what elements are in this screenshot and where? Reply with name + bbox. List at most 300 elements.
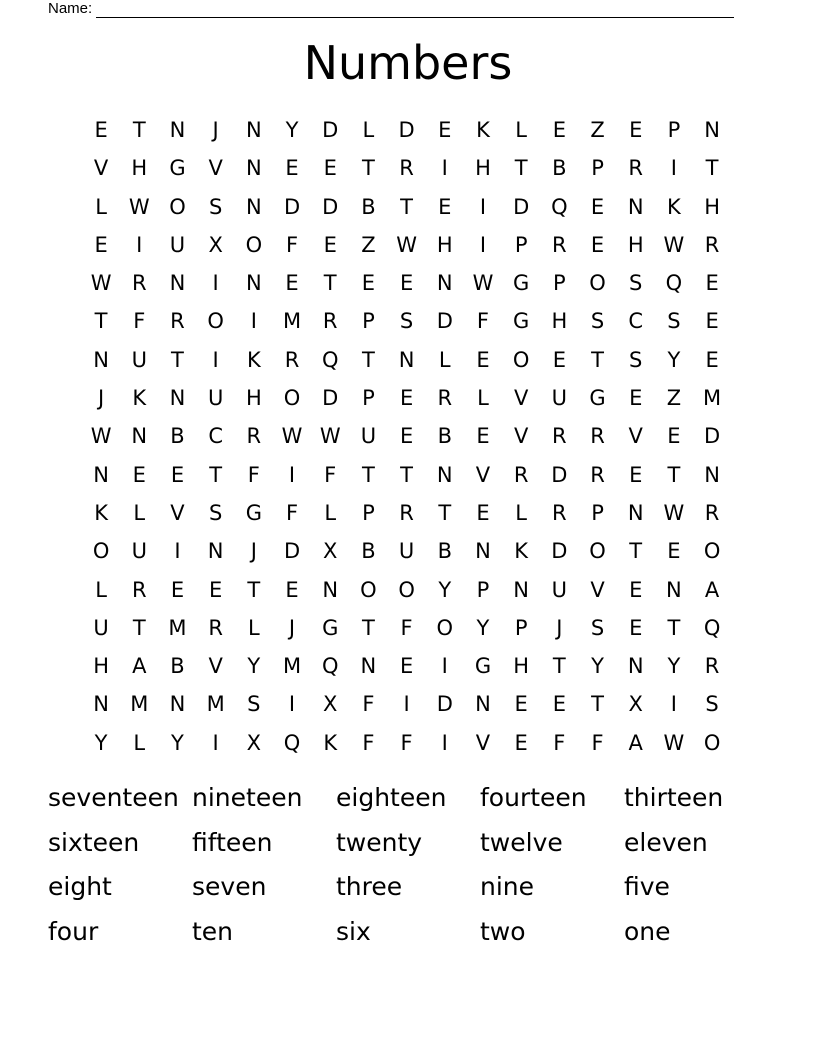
name-label: Name: (48, 0, 93, 17)
grid-cell: R (513, 462, 529, 487)
word-list-item: nine (480, 872, 535, 902)
grid-cell: O (245, 232, 263, 257)
grid-cell: E (399, 424, 414, 449)
grid-cell: H (245, 386, 262, 411)
grid-cell: F (133, 309, 146, 334)
grid-cell: E (629, 615, 643, 640)
grid-cell: N (436, 271, 453, 296)
grid-cell: T (361, 347, 375, 372)
grid-cell: S (399, 309, 414, 334)
grid-cell: T (667, 615, 681, 640)
grid-cell: E (285, 156, 299, 181)
grid-cell: S (247, 692, 261, 717)
grid-cell: U (551, 386, 568, 411)
grid-cell: O (207, 309, 224, 334)
grid-cell: N (322, 577, 339, 602)
grid-cell: I (212, 271, 219, 296)
grid-cell: E (552, 347, 566, 372)
grid-cell: O (360, 577, 377, 602)
grid-cell: S (705, 692, 719, 717)
grid-cell: T (247, 577, 261, 602)
grid-cell: Q (321, 347, 339, 372)
grid-cell: M (206, 692, 225, 717)
grid-cell: T (438, 500, 452, 525)
grid-cell: E (476, 424, 490, 449)
grid-cell: T (552, 654, 566, 679)
word-list-item: sixteen (48, 827, 140, 857)
word-list-item: fourteen (480, 783, 587, 812)
grid-cell: I (288, 462, 296, 487)
grid-cell: V (513, 386, 529, 411)
grid-cell: R (208, 615, 223, 640)
grid-cell: P (476, 577, 490, 602)
word-list-item: four (48, 917, 99, 947)
grid-cell: N (475, 539, 491, 564)
grid-cell: H (131, 156, 148, 181)
grid-cell: L (515, 118, 527, 142)
grid-cell: P (591, 500, 604, 525)
grid-cell: O (589, 271, 606, 296)
grid-cell: N (627, 194, 644, 219)
grid-cell: W (90, 424, 112, 449)
grid-cell: Q (551, 194, 568, 219)
grid-cell: D (436, 692, 453, 717)
grid-cell: M (282, 309, 302, 334)
grid-cell: P (514, 615, 528, 640)
grid-cell: W (128, 194, 150, 219)
grid-cell: X (246, 730, 262, 755)
grid-cell: S (590, 309, 605, 334)
grid-cell: Y (476, 615, 490, 640)
grid-cell: B (437, 424, 452, 449)
grid-cell: P (362, 500, 375, 525)
grid-cell: H (704, 194, 720, 219)
grid-cell: X (208, 232, 223, 257)
grid-cell: V (170, 500, 185, 525)
grid-cell: N (627, 500, 644, 525)
grid-cell: I (136, 232, 143, 257)
grid-cell: Y (247, 654, 261, 679)
grid-cell: E (94, 118, 108, 142)
grid-row (82, 685, 732, 723)
word-list-item: three (336, 872, 403, 902)
grid-cell: R (399, 500, 414, 525)
grid-cell: N (436, 462, 453, 487)
grid-cell: I (479, 194, 487, 219)
grid-cell: E (667, 424, 681, 449)
grid-cell: F (247, 462, 260, 487)
grid-cell: L (324, 500, 337, 525)
grid-cell: I (403, 692, 410, 717)
grid-cell: T (323, 271, 337, 296)
grid-cell: X (323, 539, 338, 564)
grid-cell: F (324, 462, 337, 487)
grid-cell: E (629, 118, 643, 142)
grid-cell: E (476, 347, 490, 372)
grid-cell: C (208, 424, 223, 449)
grid-cell: M (130, 692, 149, 717)
grid-cell: L (247, 615, 260, 640)
grid-cell: R (131, 577, 147, 602)
grid-row (82, 264, 732, 302)
grid-cell: N (93, 692, 109, 717)
grid-row (82, 379, 732, 417)
grid-cell: T (361, 615, 375, 640)
grid-cell: E (209, 577, 223, 602)
grid-cell: A (628, 730, 643, 755)
grid-cell: S (629, 347, 643, 372)
grid-cell: N (704, 462, 720, 487)
grid-cell: E (170, 577, 185, 602)
grid-cell: Y (591, 654, 604, 679)
grid-cell: D (322, 194, 339, 219)
grid-cell: S (208, 194, 223, 219)
grid-cell: T (361, 156, 375, 181)
grid-cell: T (629, 539, 643, 564)
word-list-item: twenty (336, 827, 423, 857)
grid-row (82, 571, 732, 609)
grid-cell: S (667, 309, 681, 334)
grid-cell: R (246, 424, 262, 449)
grid-cell: T (132, 615, 146, 640)
grid-row (82, 494, 732, 532)
grid-cell: A (704, 577, 720, 602)
grid-cell: E (629, 577, 643, 602)
grid-cell: L (133, 730, 146, 755)
grid-cell: V (475, 462, 491, 487)
grid-cell: U (131, 347, 147, 372)
letter-grid (82, 111, 732, 762)
grid-cell: F (285, 500, 299, 525)
word-list-item: seventeen (48, 783, 179, 812)
grid-cell: V (513, 424, 529, 449)
grid-cell: R (284, 347, 300, 372)
name-field (48, 0, 734, 18)
grid-cell: E (705, 271, 719, 296)
grid-cell: N (169, 386, 186, 411)
grid-cell: Y (438, 577, 452, 602)
grid-cell: T (591, 347, 604, 372)
grid-cell: S (208, 500, 223, 525)
grid-cell: E (552, 692, 566, 717)
grid-cell: R (704, 500, 720, 525)
grid-cell: W (90, 271, 112, 296)
grid-cell: R (131, 271, 147, 296)
grid-cell: K (94, 500, 108, 525)
grid-cell: J (250, 539, 257, 564)
grid-cell: J (97, 386, 105, 411)
grid-cell: N (360, 654, 377, 679)
grid-cell: W (396, 232, 417, 257)
grid-cell: P (667, 118, 681, 142)
grid-cell: X (628, 692, 643, 717)
grid-cell: T (132, 118, 146, 142)
grid-row (82, 647, 732, 685)
grid-cell: D (513, 194, 530, 219)
grid-cell: H (551, 309, 568, 334)
grid-cell: W (663, 232, 685, 257)
grid-cell: O (283, 386, 301, 411)
grid-cell: Z (666, 386, 682, 411)
grid-cell: K (476, 118, 490, 142)
grid-cell: F (591, 730, 604, 755)
grid-cell: Y (667, 347, 681, 372)
grid-cell: S (590, 615, 605, 640)
grid-cell: E (629, 386, 643, 411)
grid-cell: N (245, 271, 262, 296)
grid-cell: E (285, 577, 299, 602)
grid-cell: D (322, 118, 339, 142)
grid-cell: U (207, 386, 224, 411)
grid-cell: O (436, 615, 454, 640)
grid-cell: Q (665, 271, 683, 296)
grid-cell: L (515, 500, 527, 525)
grid-cell: T (400, 194, 413, 219)
grid-cell: K (667, 194, 681, 219)
grid-cell: P (591, 156, 604, 181)
grid-cell: V (93, 156, 109, 181)
grid-cell: D (436, 309, 453, 334)
grid-cell: I (441, 156, 448, 181)
word-list-item: seven (192, 872, 267, 902)
grid-cell: E (552, 118, 566, 142)
grid-cell: R (590, 462, 605, 487)
grid-cell: N (398, 347, 415, 372)
grid-cell: R (590, 424, 605, 449)
grid-cell: G (513, 309, 530, 334)
grid-cell: V (208, 654, 223, 679)
grid-cell: E (438, 194, 452, 219)
grid-cell: L (438, 347, 451, 372)
word-list-item: eighteen (336, 783, 447, 812)
grid-cell: J (212, 118, 219, 142)
grid-cell: R (704, 232, 720, 257)
grid-cell: E (170, 462, 185, 487)
grid-cell: T (514, 156, 528, 181)
grid-cell: E (667, 539, 681, 564)
grid-cell: H (93, 654, 109, 679)
grid-cell: Q (283, 730, 301, 755)
word-list-item: six (336, 917, 371, 947)
grid-cell: H (475, 156, 491, 181)
grid-cell: T (400, 462, 413, 487)
grid-cell: U (398, 539, 415, 564)
grid-cell: I (212, 730, 219, 755)
grid-cell: O (398, 577, 415, 602)
word-list-item: five (624, 872, 670, 902)
grid-cell: E (94, 232, 108, 257)
grid-cell: W (663, 730, 685, 755)
grid-cell: I (212, 347, 219, 372)
grid-cell: F (362, 692, 375, 717)
grid-cell: P (362, 386, 375, 411)
grid-cell: N (704, 118, 720, 142)
word-list (48, 778, 768, 957)
grid-cell: R (704, 654, 720, 679)
grid-cell: K (132, 386, 147, 411)
grid-cell: Y (285, 118, 299, 142)
grid-cell: N (93, 347, 109, 372)
word-list-item: eight (48, 872, 112, 902)
grid-cell: R (170, 309, 185, 334)
grid-cell: B (437, 539, 452, 564)
grid-cell: E (476, 500, 490, 525)
grid-cell: I (174, 539, 181, 564)
grid-cell: Y (171, 730, 184, 755)
grid-cell: I (441, 654, 448, 679)
grid-cell: Q (703, 615, 721, 640)
grid-cell: K (246, 347, 261, 372)
grid-cell: P (514, 232, 528, 257)
grid-cell: N (245, 156, 262, 181)
grid-cell: E (438, 118, 452, 142)
grid-cell: N (131, 424, 148, 449)
grid-row (82, 341, 732, 379)
grid-cell: N (666, 577, 682, 602)
grid-cell: H (436, 232, 453, 257)
grid-cell: R (628, 156, 644, 181)
grid-cell: T (705, 156, 719, 181)
grid-cell: Q (321, 654, 339, 679)
grid-row (82, 149, 732, 187)
grid-cell: D (322, 386, 339, 411)
grid-cell: O (512, 347, 530, 372)
grid-cell: L (95, 577, 107, 602)
grid-cell: V (628, 424, 643, 449)
grid-cell: O (169, 194, 186, 219)
grid-cell: F (476, 309, 490, 334)
grid-cell: D (551, 539, 568, 564)
grid-row (82, 724, 732, 762)
grid-cell: E (590, 194, 605, 219)
grid-cell: C (628, 309, 644, 334)
grid-cell: T (94, 309, 108, 334)
grid-cell: M (168, 615, 187, 640)
grid-cell: U (169, 232, 186, 257)
grid-cell: I (670, 692, 677, 717)
grid-cell: V (590, 577, 605, 602)
grid-cell: D (283, 539, 301, 564)
grid-cell: L (362, 118, 375, 142)
grid-cell: N (627, 654, 644, 679)
grid-cell: F (553, 730, 566, 755)
grid-cell: L (95, 194, 107, 219)
grid-cell: T (209, 462, 223, 487)
grid-cell: G (474, 654, 492, 679)
grid-cell: E (323, 156, 337, 181)
grid-row (82, 302, 732, 340)
grid-cell: T (591, 692, 604, 717)
grid-cell: F (400, 615, 413, 640)
grid-cell: B (170, 654, 185, 679)
word-list-item: one (624, 917, 671, 947)
grid-cell: E (361, 271, 376, 296)
grid-cell: P (362, 309, 375, 334)
grid-cell: N (513, 577, 530, 602)
grid-cell: N (169, 271, 186, 296)
grid-cell: V (208, 156, 223, 181)
grid-cell: E (705, 347, 719, 372)
grid-cell: M (703, 386, 722, 411)
grid-cell: W (281, 424, 303, 449)
word-list-item: ten (192, 917, 234, 947)
grid-cell: U (551, 577, 568, 602)
grid-cell: B (170, 424, 185, 449)
grid-cell: I (479, 232, 487, 257)
grid-cell: E (399, 386, 414, 411)
grid-cell: R (399, 156, 414, 181)
grid-cell: L (133, 500, 146, 525)
grid-row (82, 226, 732, 264)
grid-cell: W (319, 424, 341, 449)
grid-cell: N (245, 118, 262, 142)
grid-cell: E (323, 232, 337, 257)
grid-cell: I (441, 730, 448, 755)
grid-cell: F (400, 730, 413, 755)
grid-cell: G (589, 386, 606, 411)
grid-row (82, 111, 732, 149)
word-list-item: twelve (480, 827, 563, 857)
grid-cell: B (552, 156, 567, 181)
name-underline (96, 4, 734, 18)
grid-cell: D (551, 462, 568, 487)
grid-cell: E (399, 271, 414, 296)
grid-row (82, 532, 732, 570)
grid-cell: X (323, 692, 338, 717)
grid-cell: E (705, 309, 719, 334)
grid-cell: E (132, 462, 146, 487)
grid-cell: T (667, 462, 681, 487)
grid-cell: T (361, 462, 375, 487)
grid-cell: G (513, 271, 530, 296)
grid-cell: U (131, 539, 147, 564)
grid-cell: N (245, 194, 262, 219)
grid-cell: N (93, 462, 109, 487)
grid-cell: D (283, 194, 301, 219)
grid-cell: F (285, 232, 299, 257)
word-list-item: fifteen (192, 827, 273, 857)
grid-row (82, 417, 732, 455)
grid-cell: R (437, 386, 453, 411)
grid-cell: O (703, 539, 721, 564)
grid-cell: M (282, 654, 302, 679)
grid-cell: T (171, 347, 184, 372)
grid-cell: O (92, 539, 110, 564)
grid-cell: U (360, 424, 377, 449)
grid-cell: O (589, 539, 606, 564)
grid-cell: P (553, 271, 566, 296)
grid-cell: R (322, 309, 338, 334)
grid-cell: W (472, 271, 494, 296)
grid-cell: J (556, 615, 563, 640)
word-list-item: thirteen (624, 783, 724, 812)
grid-cell: I (288, 692, 296, 717)
grid-row (82, 609, 732, 647)
page-title: Numbers (303, 36, 513, 90)
grid-cell: N (169, 118, 186, 142)
grid-cell: Y (94, 730, 108, 755)
grid-cell: G (322, 615, 339, 640)
grid-cell: E (514, 692, 528, 717)
grid-cell: R (552, 500, 567, 525)
grid-cell: D (398, 118, 415, 142)
word-list-item: nineteen (192, 783, 303, 812)
grid-cell: I (670, 156, 677, 181)
grid-cell: E (399, 654, 414, 679)
grid-cell: R (552, 232, 567, 257)
grid-cell: E (629, 462, 643, 487)
grid-cell: J (288, 615, 296, 640)
